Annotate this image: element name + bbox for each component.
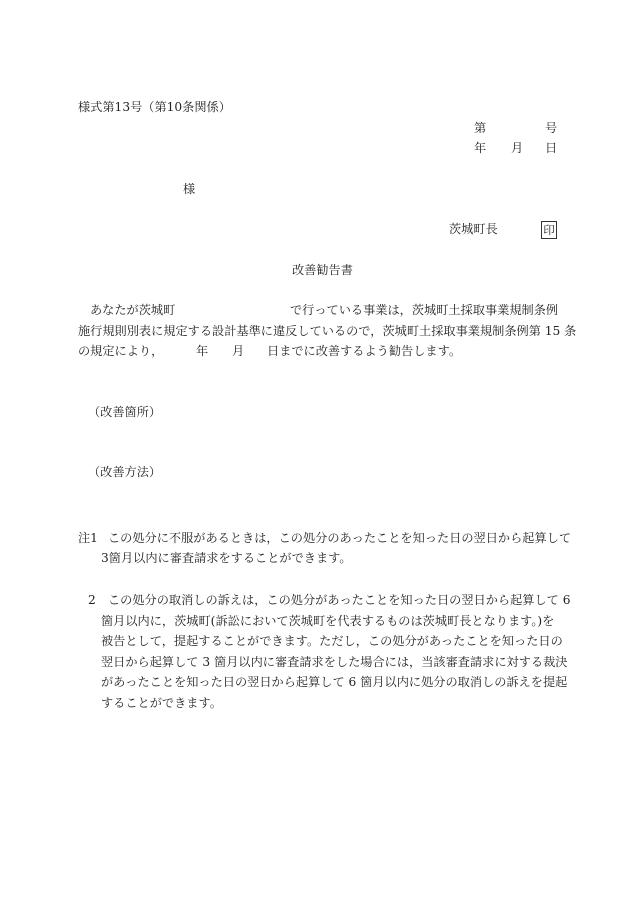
date-day: 日 [545,141,558,155]
note1-line: 3箇月以内に審査請求をすることができます。 [101,551,352,565]
note2-line: があったことを知った日の翌日から起算して 6 箇月以内に処分の取消しの訴えを提起 [101,675,568,689]
body-line3-year: 年 [196,344,209,358]
section-method: （改善方法） [88,465,162,479]
note2-line: 箇月以内に，茨城町(訴訟において茨城町を代表するものは茨城町長となります。)を [101,614,555,628]
body-line3-month: 月 [232,344,245,358]
note2-line: 翌日から起算して 3 箇月以内に審査請求をした場合には，当該審査請求に対する裁決 [101,655,568,669]
body-line3-b: 日までに改善するよう勧告します。 [267,344,462,358]
body-line3-a: の規定により， [78,344,164,358]
issuer: 茨城町長 [449,222,498,236]
body-line1-a: あなたが茨城町 [90,303,176,317]
document-title: 改善勧告書 [292,263,353,277]
number-prefix: 第 [474,121,487,135]
date-year: 年 [474,141,487,155]
note2-line: 被告として，提起することができます。ただし，この処分があったことを知った日の [101,634,563,648]
note1-label: 注1 [78,531,98,545]
form-label: 様式第13号（第10条関係） [78,100,231,114]
note2-label: 2 [88,593,96,607]
body-line2: 施行規則別表に規定する設計基準に違反しているので，茨城町土採取事業規制条例第 15 条 [78,324,577,338]
note2-line: することができます。 [101,696,222,710]
seal-mark: 印 [541,221,557,239]
body-line1-b: で行っている事業は，茨城町土採取事業規制条例 [290,303,559,317]
note1-line: この処分に不服があるときは，この処分のあったことを知った日の翌日から起算して [108,531,572,545]
addressee-suffix: 様 [183,182,196,196]
date-month: 月 [511,141,524,155]
note2-line: この処分の取消しの訴えは，この処分があったことを知った日の翌日から起算して 6 [108,593,571,607]
section-location: （改善箇所） [88,405,162,419]
number-suffix: 号 [545,121,558,135]
